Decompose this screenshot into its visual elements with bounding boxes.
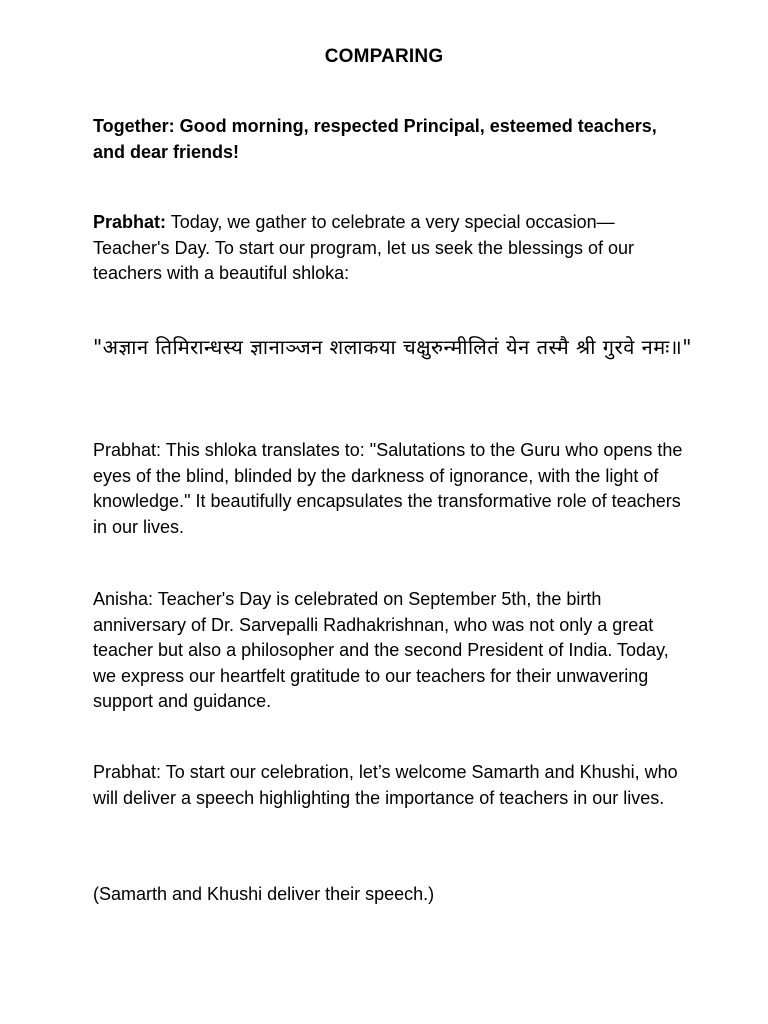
stage-direction: (Samarth and Khushi deliver their speech.): [93, 884, 435, 904]
prabhat-intro-paragraph: [93, 210, 683, 287]
greeting-paragraph: Together: Good morning, respected Principal, esteemed teachers, and dear friends!: [93, 116, 657, 162]
document-title: COMPARING: [324, 46, 444, 67]
anisha-paragraph: Anisha: Teacher's Day is celebrated on September 5th, the birth anniversary of Dr. Sarvepalli Radhakrishnan, who was not only a great teacher but also a philosopher and the second President of India. Today, we express our heartfelt gratitude to our teachers for their unwavering support and guidance.: [93, 589, 669, 711]
speaker-label: Prabhat:: [93, 212, 167, 232]
shloka-translation-paragraph: Prabhat: This shloka translates to: "Salutations to the Guru who opens the eyes of the blind, blinded by the darkness of ignorance, with the light of knowledge." It beautifully encapsulates the transformative role of teachers in our lives.: [93, 440, 683, 537]
prabhat-welcome-paragraph: Prabhat: To start our celebration, let’s welcome Samarth and Khushi, who will deliver a speech highlighting the importance of teachers in our lives.: [93, 762, 678, 808]
shloka-text: "अज्ञान तिमिरान्धस्य ज्ञानाञ्जन शलाकया चक्षुरुन्मीलितं येन तस्मै श्री गुरवे नमः॥": [93, 335, 692, 359]
intro-text: Today, we gather to celebrate a very special occasion—Teacher's Day. To start our program, let us seek the blessings of our teachers with a beautiful shloka:: [93, 212, 635, 283]
